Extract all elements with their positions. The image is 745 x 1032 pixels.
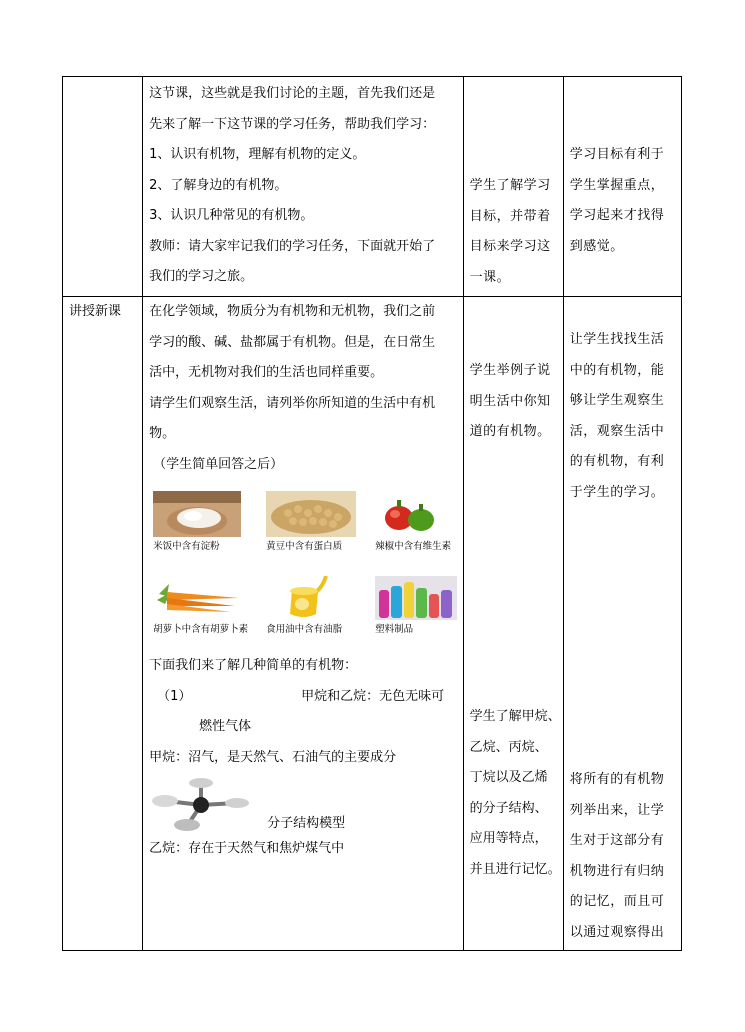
image-caption: 塑料制品 <box>375 624 414 635</box>
oil-image <box>266 576 352 636</box>
phase-cell <box>63 77 143 297</box>
model-caption: 分子结构模型 <box>267 816 346 831</box>
text-line: 一课。 <box>469 269 511 285</box>
text-line: 应用等特点， <box>469 831 548 846</box>
text-line: 明生活中你知 <box>469 393 551 409</box>
image-caption: 黄豆中含有蛋白质 <box>266 541 343 552</box>
text-line: 请学生们观察生活，请列举你所知道的生活中有机 <box>149 395 436 411</box>
text-line: 目标，并带着 <box>469 208 551 224</box>
molecule-model-image <box>151 775 251 837</box>
table-row <box>63 77 682 297</box>
text-line: 活，观察生活中 <box>569 423 665 439</box>
text-line: 这节课，这些就是我们讨论的主题，首先我们还是 <box>149 86 436 101</box>
student-activity-cell <box>463 297 563 951</box>
item-text: 燃性气体 <box>199 719 252 734</box>
text-line: 学生掌握重点， <box>569 177 665 193</box>
text-line: 活中，无机物对我们的生活也同样重要。 <box>149 365 384 380</box>
text-line: 2、了解身边的有机物。 <box>149 177 288 193</box>
rice-image <box>153 491 241 553</box>
text-line: 让学生找找生活 <box>569 332 665 347</box>
text-line: 我们的学习之旅。 <box>149 269 254 284</box>
design-purpose-cell <box>563 297 681 951</box>
text-line: 中的有机物，能 <box>569 362 665 378</box>
text-line: 以通过观察得出 <box>569 924 665 940</box>
plastic-image <box>375 576 457 636</box>
text-line: 将所有的有机物 <box>569 772 665 787</box>
text-line: 在化学领域，物质分为有机物和无机物，我们之前 <box>149 304 436 319</box>
text-line: 3、认识几种常见的有机物。 <box>149 208 314 223</box>
text-line: 教师：请大家牢记我们的学习任务，下面就开始了 <box>149 238 436 254</box>
image-caption: 食用油中含有油脂 <box>266 624 343 635</box>
phase-label: 讲授新课 <box>69 304 122 319</box>
image-caption: 胡萝卜中含有胡萝卜素 <box>153 624 249 635</box>
text-line: 学习起来才找得 <box>569 208 665 223</box>
lesson-table <box>62 76 682 951</box>
item-text: 甲烷和乙烷：无色无味可 <box>301 689 445 704</box>
soybean-image <box>266 491 356 553</box>
teacher-activity-cell <box>143 297 464 951</box>
text-line: 的有机物，有利 <box>569 454 665 469</box>
text-line: 道的有机物。 <box>469 424 551 439</box>
text-line: 物。 <box>149 426 176 441</box>
design-purpose-cell <box>563 77 681 297</box>
text-line: 的分子结构、 <box>469 800 548 816</box>
text-line: 学习的酸、碱、盐都属于有机物。但是，在日常生 <box>149 334 436 350</box>
text-line: 到感觉。 <box>569 238 624 254</box>
intro-text: 下面我们来了解几种简单的有机物： <box>149 658 358 673</box>
text-line: 先来了解一下这节课的学习任务，帮助我们学习： <box>149 116 436 132</box>
text-line: 机物进行有归纳 <box>569 863 665 879</box>
ethane-text: 乙烷：存在于天然气和焦炉煤气中 <box>149 841 345 856</box>
item-number: （1） <box>157 689 192 704</box>
text-line: 丁烷以及乙烯 <box>469 770 548 785</box>
methane-text: 甲烷：沼气，是天然气、石油气的主要成分 <box>149 750 397 765</box>
text-line: 学生举例子说 <box>469 363 551 378</box>
teacher-activity-cell <box>143 77 464 297</box>
text-line: 于学生的学习。 <box>569 484 665 500</box>
phase-cell <box>63 297 143 951</box>
text-line: 列举出来，让学 <box>569 802 665 818</box>
text-line: 乙烷、丙烷、 <box>469 739 548 755</box>
carrot-image <box>153 576 248 636</box>
text-line: 学习目标有利于 <box>569 147 665 162</box>
text-line: 学生了解甲烷、 <box>469 709 561 724</box>
text-line: （学生简单回答之后） <box>153 456 284 472</box>
student-activity-cell <box>463 77 563 297</box>
table-row <box>63 297 682 951</box>
text-line: 的记忆，而且可 <box>569 894 665 909</box>
text-line: 学生了解学习 <box>469 178 551 193</box>
pepper-image <box>375 491 451 553</box>
text-line: 目标来学习这 <box>469 239 551 254</box>
text-line: 生对于这部分有 <box>569 833 665 848</box>
text-line: 够让学生观察生 <box>569 393 665 408</box>
image-caption: 辣椒中含有维生素 <box>375 541 452 552</box>
image-caption: 米饭中含有淀粉 <box>153 541 220 552</box>
text-line: 并且进行记忆。 <box>469 861 561 877</box>
text-line: 1、认识有机物，理解有机物的定义。 <box>149 147 366 162</box>
